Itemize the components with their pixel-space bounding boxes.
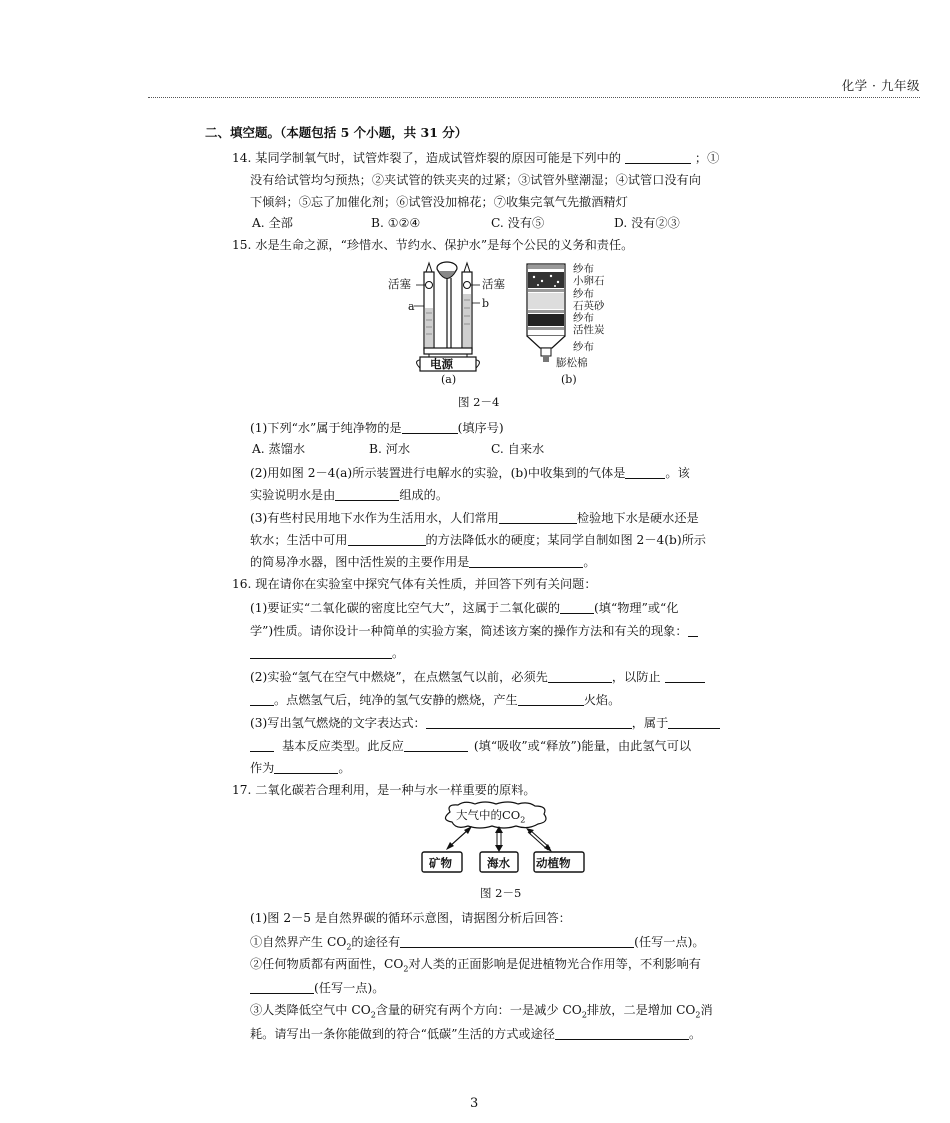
figure-2-4-caption: 图 2－4 xyxy=(458,395,500,409)
q16-p1-method-blank-start[interactable] xyxy=(688,624,698,637)
q15-p2-composition-blank[interactable] xyxy=(335,488,399,501)
q15-part-3-line-1: (3)有些村民用地下水作为生活用水，人们常用 检验地下水是硬水还是 xyxy=(250,511,699,525)
purifier-layer-4: 石英砂 xyxy=(573,299,605,312)
q16-p3-reaction-type-blank[interactable] xyxy=(668,716,720,729)
power-supply-label: 电源 xyxy=(430,357,453,371)
q16-part-2-line-2: 。点燃氢气后，纯净的氢气安静的燃烧，产生 火焰。 xyxy=(250,693,620,706)
q17-item-2-line-1: ②任何物质都有两面性，$CO_2$对人类的正面影响是促进植物光合作用等，不利影响有 xyxy=(250,957,701,974)
q15-part-1: (1)下列“水”属于纯净物的是 (填序号) xyxy=(250,421,504,435)
stopcock-right-label: 活塞 xyxy=(482,277,505,291)
q17-item-3-line-2: 耗。请写出一条你能做到的符合“低碳”生活的方式或途径 。 xyxy=(250,1027,702,1041)
q16-intro: 16. 现在请你在实验室中探究气体有关性质，并回答下列有关问题： xyxy=(232,577,597,591)
q16-part-3-line-1: (3)写出氢气燃烧的文字表达式： ，属于 xyxy=(250,716,720,729)
tube-a-label: a xyxy=(408,300,415,313)
q14-stem: 14. 某同学制氧气时，试管炸裂了，造成试管炸裂的原因可能是下列中的 xyxy=(232,151,621,165)
q17-intro: 17. 二氧化碳若合理利用，是一种与水一样重要的原料。 xyxy=(232,783,536,797)
q17-item-1: ①自然界产生 $CO_2$的途径有 (任写一点)。 xyxy=(250,935,705,952)
tube-b-label: b xyxy=(482,297,490,310)
q15-part-3-line-2: 软水；生活中可用 的方法降低水的硬度；某同学自制如图 2－4(b)所示 xyxy=(250,533,706,547)
q15-p1-option-c[interactable]: C. 自来水 xyxy=(491,442,545,456)
q15-part-3-line-3: 的简易净水器，图中活性炭的主要作用是 。 xyxy=(250,555,596,569)
q14-option-d[interactable]: D. 没有②③ xyxy=(614,216,680,230)
purifier-layer-2: 小卵石 xyxy=(573,275,605,288)
q14-answer-blank[interactable] xyxy=(625,151,691,164)
q16-part-2-line-1: (2)实验“氢气在空气中燃烧”，在点燃氢气以前，必须先 ，以防止 xyxy=(250,670,705,683)
purifier-layer-1: 纱布 xyxy=(573,263,594,275)
q16-p3-expression-blank[interactable] xyxy=(426,716,632,729)
q15-part-2-line-2: 实验说明水是由 组成的。 xyxy=(250,488,449,502)
q15-p1-blank[interactable] xyxy=(402,421,458,434)
q16-p2-flame-blank[interactable] xyxy=(518,693,584,706)
q17-part-1: (1)图 2－5 是自然界碳的循环示意图，请据图分析后回答： xyxy=(250,911,571,925)
purifier-layer-7: 纱布 xyxy=(573,340,594,353)
stopcock-left-label: 活塞 xyxy=(388,277,411,291)
purifier-cotton-label: 膨松棉 xyxy=(556,357,588,369)
water-purifier-figure xyxy=(522,262,572,372)
q16-p2-prevent-blank[interactable] xyxy=(665,670,705,683)
q16-p1-method-blank[interactable] xyxy=(250,646,392,659)
q17-item-2-line-2: (任写一点)。 xyxy=(250,981,384,994)
figure-b-label: (b) xyxy=(561,373,577,386)
figure-a-label: (a) xyxy=(441,373,457,386)
q15-p3-carbon-blank[interactable] xyxy=(469,555,583,568)
q14-option-c[interactable]: C. 没有⑤ xyxy=(491,216,545,230)
purifier-layer-labels xyxy=(573,263,605,353)
q15-p3-test-blank[interactable] xyxy=(499,511,577,524)
atmosphere-co2-label: 大气中的$CO_2$ xyxy=(456,808,526,825)
q17-item-3-line-1: ③人类降低空气中 $CO_2$含量的研究有两个方向：一是减少 $CO_2$排放，二是增加 $CO_2$消 xyxy=(250,1003,713,1020)
seawater-box-label: 海水 xyxy=(487,856,510,870)
q15-intro: 15. 水是生命之源，“珍惜水、节约水、保护水”是每个公民的义务和责任。 xyxy=(232,238,634,252)
q17-i3-lowcarbon-blank[interactable] xyxy=(555,1027,689,1040)
q16-p3-reaction-type-blank-cont[interactable] xyxy=(250,739,274,752)
q16-p1-property-blank[interactable] xyxy=(560,601,594,614)
q14-option-b[interactable]: B. ①②④ xyxy=(371,216,421,230)
q16-part-1-line-3: 。 xyxy=(250,646,404,659)
q15-p2-gas-blank[interactable] xyxy=(625,466,665,479)
q14-line-1: 14. 某同学制氧气时，试管炸裂了，造成试管炸裂的原因可能是下列中的 ；① xyxy=(232,151,720,165)
q17-i2-effect-blank[interactable] xyxy=(250,981,314,994)
header-divider xyxy=(148,97,920,98)
header-subject: 化学 · 九年级 xyxy=(841,78,920,93)
page-number: 3 xyxy=(470,1096,479,1111)
q15-p3-soften-blank[interactable] xyxy=(348,533,426,546)
q17-i1-source-blank[interactable] xyxy=(400,935,634,948)
purifier-layer-3: 纱布 xyxy=(573,287,594,300)
q14-line-3: 下倾斜；⑤忘了加催化剂；⑥试管没加棉花；⑦收集完氧气先撤酒精灯 xyxy=(250,195,628,209)
q16-part-3-line-2: 基本反应类型。此反应 (填“吸收”或“释放”)能量，由此氢气可以 xyxy=(250,739,691,752)
q16-p3-use-blank[interactable] xyxy=(274,761,338,774)
q16-part-1-line-2: 学”)性质。请你设计一种简单的实验方案，简述该方案的操作方法和有关的现象： xyxy=(250,624,698,637)
section-title: 二、填空题。（本题包括 5 个小题，共 31 分） xyxy=(205,125,468,140)
minerals-box-label: 矿物 xyxy=(429,856,452,870)
q16-part-1-line-1: (1)要证实“二氧化碳的密度比空气大”，这属于二氧化碳的 (填“物理”或“化 xyxy=(250,601,679,615)
q15-p1-option-a[interactable]: A. 蒸馏水 xyxy=(252,442,306,456)
figure-2-5-caption: 图 2－5 xyxy=(480,886,522,900)
q15-part-2-line-1: (2)用如图 2－4(a)所示装置进行电解水的实验，(b)中收集到的气体是 。该 xyxy=(250,466,690,480)
q16-p2-prevent-blank-cont[interactable] xyxy=(250,693,274,706)
q16-p2-check-blank[interactable] xyxy=(548,670,612,683)
q15-p1-option-b[interactable]: B. 河水 xyxy=(369,442,411,456)
q16-p3-energy-blank[interactable] xyxy=(404,739,468,752)
q16-part-3-line-3: 作为 。 xyxy=(250,761,351,775)
q14-option-a[interactable]: A. 全部 xyxy=(252,216,293,230)
q14-line-2: 没有给试管均匀预热；②夹试管的铁夹夹的过紧；③试管外壁潮湿；④试管口没有向 xyxy=(250,173,701,187)
purifier-layer-6: 活性炭 xyxy=(573,324,605,337)
organisms-box-label: 动植物 xyxy=(536,856,571,870)
purifier-layer-5: 纱布 xyxy=(573,312,594,325)
